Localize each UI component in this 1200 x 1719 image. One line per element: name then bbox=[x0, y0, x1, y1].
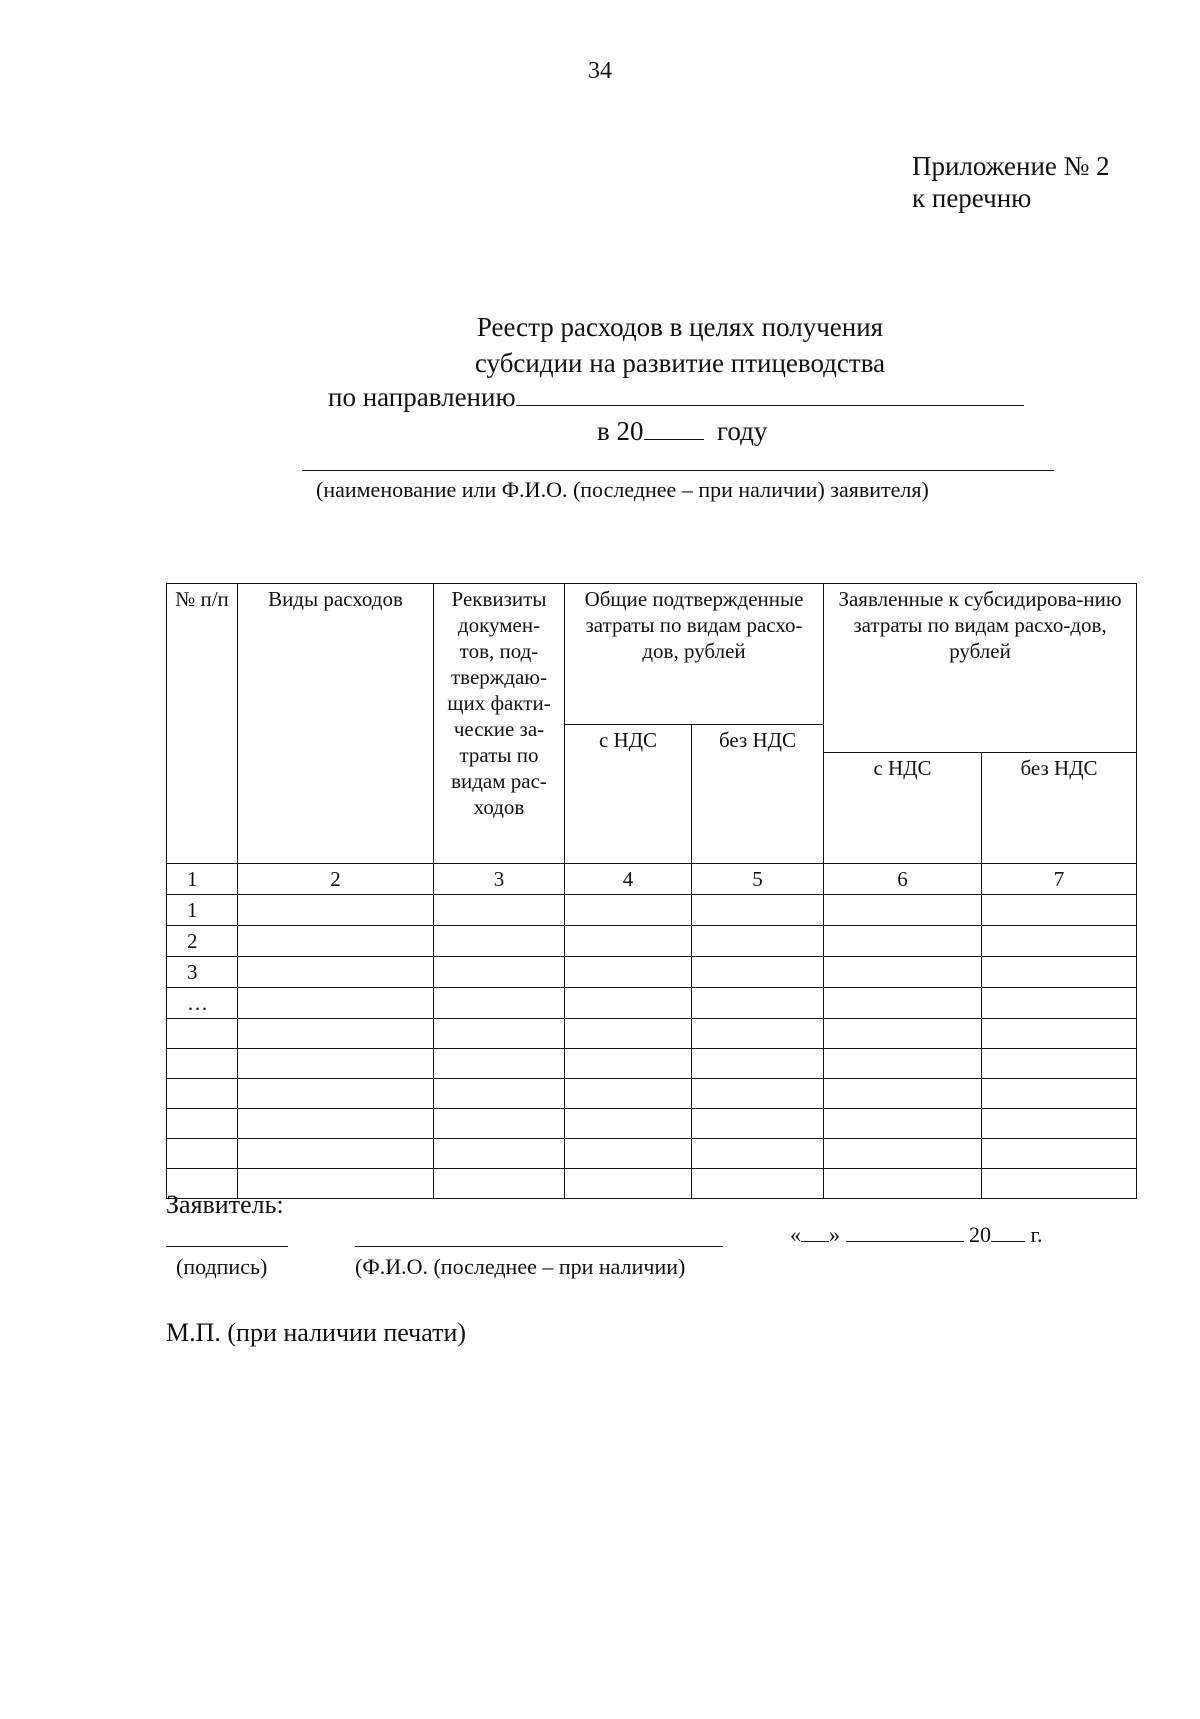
year-prefix: в 20 bbox=[597, 416, 644, 446]
table-cell[interactable] bbox=[565, 988, 692, 1019]
applicant-name-blank bbox=[302, 470, 1054, 471]
row-number: 3 bbox=[167, 957, 238, 988]
date-month-blank bbox=[846, 1223, 964, 1242]
seal-note: М.П. (при наличии печати) bbox=[166, 1318, 467, 1347]
table-cell[interactable] bbox=[692, 1139, 824, 1169]
year-blank bbox=[644, 417, 704, 440]
table-cell[interactable] bbox=[982, 1169, 1137, 1199]
table-cell[interactable] bbox=[565, 1169, 692, 1199]
date-year-prefix: 20 bbox=[969, 1222, 991, 1247]
table-cell[interactable] bbox=[824, 1169, 982, 1199]
row-number bbox=[167, 1109, 238, 1139]
table-cell[interactable] bbox=[434, 988, 565, 1019]
table-cell[interactable] bbox=[238, 1139, 434, 1169]
header-claimed-without-vat: без НДС bbox=[982, 753, 1137, 864]
table-cell[interactable] bbox=[565, 1109, 692, 1139]
table-cell[interactable] bbox=[238, 988, 434, 1019]
document-title-line-2: субсидии на развитие птицеводства bbox=[474, 348, 886, 378]
table-cell[interactable] bbox=[238, 895, 434, 926]
column-number: 5 bbox=[692, 864, 824, 895]
table-cell[interactable] bbox=[238, 926, 434, 957]
table-row bbox=[167, 1139, 1137, 1169]
table-cell[interactable] bbox=[434, 926, 565, 957]
table-cell[interactable] bbox=[824, 988, 982, 1019]
date-close-quote: » bbox=[829, 1222, 840, 1247]
table-cell[interactable] bbox=[982, 1109, 1137, 1139]
header-row-1 bbox=[167, 584, 1137, 725]
table-cell[interactable] bbox=[824, 895, 982, 926]
table-cell[interactable] bbox=[982, 957, 1137, 988]
table-row bbox=[167, 957, 1137, 988]
table-cell[interactable] bbox=[565, 1049, 692, 1079]
table-cell[interactable] bbox=[692, 1169, 824, 1199]
table-cell[interactable] bbox=[824, 1139, 982, 1169]
table-cell[interactable] bbox=[692, 988, 824, 1019]
table-cell[interactable] bbox=[238, 1019, 434, 1049]
table-cell[interactable] bbox=[824, 1049, 982, 1079]
header-confirmed-without-vat: без НДС bbox=[692, 725, 824, 864]
header-claimed-with-vat: с НДС bbox=[824, 753, 982, 864]
table-cell[interactable] bbox=[565, 1079, 692, 1109]
applicant-caption: (наименование или Ф.И.О. (последнее – при наличии) заявителя) bbox=[316, 477, 929, 502]
signature-caption: (подпись) bbox=[176, 1254, 268, 1279]
table-row bbox=[167, 1049, 1137, 1079]
table-cell[interactable] bbox=[434, 1109, 565, 1139]
column-number: 3 bbox=[434, 864, 565, 895]
table-cell[interactable] bbox=[434, 957, 565, 988]
date-open-quote: « bbox=[790, 1222, 801, 1247]
table-cell[interactable] bbox=[824, 1019, 982, 1049]
table-cell[interactable] bbox=[238, 1109, 434, 1139]
table-row bbox=[167, 895, 1137, 926]
column-number: 7 bbox=[982, 864, 1137, 895]
table-cell[interactable] bbox=[982, 1139, 1137, 1169]
signature-blank bbox=[166, 1246, 288, 1247]
table-cell[interactable] bbox=[824, 1109, 982, 1139]
table-cell[interactable] bbox=[982, 1049, 1137, 1079]
column-number: 4 bbox=[565, 864, 692, 895]
table-cell[interactable] bbox=[824, 1079, 982, 1109]
column-number: 6 bbox=[824, 864, 982, 895]
header-documents: Реквизиты докумен-тов, под-тверждаю-щих факти-ческие за-траты по видам рас-ходов bbox=[434, 584, 565, 864]
table-cell[interactable] bbox=[982, 988, 1137, 1019]
direction-line bbox=[328, 382, 1024, 413]
table-cell[interactable] bbox=[565, 926, 692, 957]
table-cell[interactable] bbox=[692, 1049, 824, 1079]
table-row bbox=[167, 1109, 1137, 1139]
direction-blank bbox=[516, 383, 1024, 406]
column-number: 1 bbox=[167, 864, 238, 895]
table-cell[interactable] bbox=[238, 1079, 434, 1109]
year-line bbox=[597, 416, 767, 447]
table-cell[interactable] bbox=[982, 926, 1137, 957]
header-number: № п/п bbox=[167, 584, 238, 864]
row-number bbox=[167, 1019, 238, 1049]
table-cell[interactable] bbox=[982, 895, 1137, 926]
year-suffix: году bbox=[717, 416, 768, 446]
table-row bbox=[167, 1169, 1137, 1199]
column-number: 2 bbox=[238, 864, 434, 895]
table-row bbox=[167, 988, 1137, 1019]
row-number bbox=[167, 1049, 238, 1079]
page-number: 34 bbox=[588, 58, 612, 84]
date-line bbox=[790, 1222, 1043, 1248]
date-year-blank bbox=[991, 1223, 1025, 1242]
table-cell[interactable] bbox=[434, 1139, 565, 1169]
table-cell[interactable] bbox=[982, 1079, 1137, 1109]
table-cell[interactable] bbox=[692, 1109, 824, 1139]
table-cell[interactable] bbox=[692, 957, 824, 988]
appendix-number: Приложение № 2 bbox=[912, 151, 1110, 181]
header-confirmed-with-vat: с НДС bbox=[565, 725, 692, 864]
appendix-reference: к перечню bbox=[912, 183, 1032, 213]
name-blank bbox=[355, 1246, 723, 1247]
header-claimed-costs: Заявленные к субсидирова-нию затраты по видам расхо-дов, рублей bbox=[824, 584, 1137, 753]
table-cell[interactable] bbox=[565, 895, 692, 926]
table-cell[interactable] bbox=[692, 1019, 824, 1049]
table-cell[interactable] bbox=[692, 926, 824, 957]
expense-register-table bbox=[166, 583, 1137, 1199]
document-title-line-1: Реестр расходов в целях получения bbox=[476, 312, 884, 342]
row-number: 1 bbox=[167, 895, 238, 926]
table-cell[interactable] bbox=[434, 1169, 565, 1199]
table-cell[interactable] bbox=[434, 895, 565, 926]
table-cell[interactable] bbox=[692, 1079, 824, 1109]
table-cell[interactable] bbox=[238, 957, 434, 988]
row-number: 2 bbox=[167, 926, 238, 957]
table-cell[interactable] bbox=[434, 1019, 565, 1049]
table-cell[interactable] bbox=[824, 926, 982, 957]
date-day-blank bbox=[801, 1223, 829, 1242]
table-cell[interactable] bbox=[692, 895, 824, 926]
table-cell[interactable] bbox=[565, 957, 692, 988]
row-number bbox=[167, 1079, 238, 1109]
table-cell[interactable] bbox=[565, 1139, 692, 1169]
table-cell[interactable] bbox=[565, 1019, 692, 1049]
table-cell[interactable] bbox=[982, 1019, 1137, 1049]
table-row bbox=[167, 1079, 1137, 1109]
appendix-heading bbox=[912, 150, 1110, 214]
column-number-row bbox=[167, 864, 1137, 895]
name-caption: (Ф.И.О. (последнее – при наличии) bbox=[355, 1254, 686, 1279]
header-expense-types: Виды расходов bbox=[238, 584, 434, 864]
table-row bbox=[167, 1019, 1137, 1049]
direction-label: по направлению bbox=[328, 382, 516, 412]
table-cell[interactable] bbox=[824, 957, 982, 988]
row-number bbox=[167, 1139, 238, 1169]
table-cell[interactable] bbox=[434, 1049, 565, 1079]
row-number: … bbox=[167, 988, 238, 1019]
applicant-label: Заявитель: bbox=[166, 1190, 284, 1219]
header-confirmed-costs: Общие подтвержденные затраты по видам расхо-дов, рублей bbox=[565, 584, 824, 725]
table-cell[interactable] bbox=[434, 1079, 565, 1109]
table-row bbox=[167, 926, 1137, 957]
table-cell[interactable] bbox=[238, 1049, 434, 1079]
date-year-suffix: г. bbox=[1030, 1222, 1043, 1247]
